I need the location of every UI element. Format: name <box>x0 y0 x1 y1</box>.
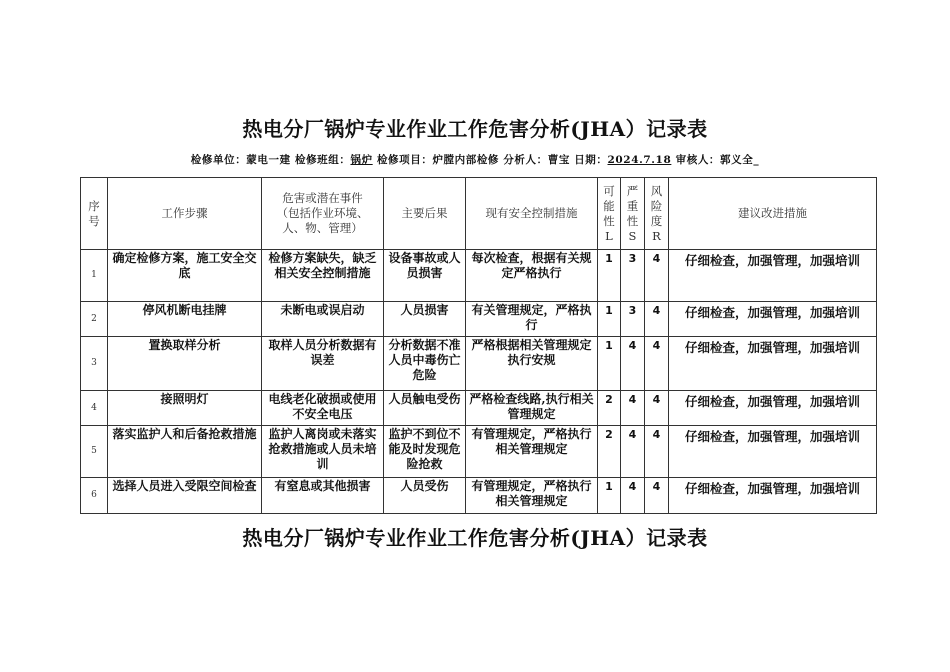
unit-value: 蒙电一建 <box>246 154 291 166</box>
row-suggestion: 仔细检查，加强管理，加强培训 <box>669 337 877 391</box>
row-hazard: 监护人离岗或未落实抢救措施或人员未培训 <box>262 426 384 478</box>
row-consequence: 分析数据不准人员中毒伤亡危险 <box>384 337 466 391</box>
row-consequence: 人员损害 <box>384 302 466 337</box>
row-step: 置换取样分析 <box>108 337 262 391</box>
row-suggestion: 仔细检查，加强管理，加强培训 <box>669 302 877 337</box>
row-likelihood: 2 <box>598 391 621 426</box>
row-measures: 有关管理规定，严格执行 <box>466 302 598 337</box>
row-measures: 严格根据相关管理规定执行安规 <box>466 337 598 391</box>
row-severity: 4 <box>621 426 645 478</box>
inspection-info-line <box>0 152 950 167</box>
row-likelihood: 1 <box>598 250 621 302</box>
table-row <box>81 391 877 426</box>
row-consequence: 监护不到位不能及时发现危险抢救 <box>384 426 466 478</box>
row-consequence: 设备事故或人员损害 <box>384 250 466 302</box>
row-no: 5 <box>81 426 108 478</box>
row-step: 接照明灯 <box>108 391 262 426</box>
row-risk: 4 <box>645 337 669 391</box>
row-hazard: 未断电或误启动 <box>262 302 384 337</box>
project-label: 检修项目： <box>376 154 433 166</box>
table-row <box>81 302 877 337</box>
row-hazard: 有窒息或其他损害 <box>262 478 384 514</box>
table-row <box>81 426 877 478</box>
project-value: 炉膛内部检修 <box>432 154 500 166</box>
row-hazard: 电线老化破损或使用不安全电压 <box>262 391 384 426</box>
table-row <box>81 250 877 302</box>
header-step: 工作步骤 <box>108 178 262 250</box>
row-hazard: 检修方案缺失，缺乏相关安全控制措施 <box>262 250 384 302</box>
row-step: 确定检修方案，施工安全交底 <box>108 250 262 302</box>
document-title-repeat: 热电分厂锅炉专业作业工作危害分析(JHA）记录表 <box>242 526 708 550</box>
row-measures: 严格检查线路,执行相关管理规定 <box>466 391 598 426</box>
row-step: 落实监护人和后备抢救措施 <box>108 426 262 478</box>
row-step: 选择人员进入受限空间检查 <box>108 478 262 514</box>
row-risk: 4 <box>645 302 669 337</box>
table-row <box>81 337 877 391</box>
team-value: 锅炉 <box>350 154 373 166</box>
row-measures: 每次检查，根据有关规定严格执行 <box>466 250 598 302</box>
header-likelihood: 可 能 性 L <box>598 178 621 250</box>
header-measures: 现有安全控制措施 <box>466 178 598 250</box>
row-no: 1 <box>81 250 108 302</box>
row-no: 4 <box>81 391 108 426</box>
header-hazard: 危害或潜在事件 （包括作业环境、 人、物、管理） <box>262 178 384 250</box>
row-no: 3 <box>81 337 108 391</box>
row-likelihood: 1 <box>598 302 621 337</box>
header-no: 序 号 <box>81 178 108 250</box>
header-risk: 风 险 度 R <box>645 178 669 250</box>
row-severity: 4 <box>621 391 645 426</box>
header-consequence: 主要后果 <box>384 178 466 250</box>
row-severity: 3 <box>621 302 645 337</box>
header-suggestion: 建议改进措施 <box>669 178 877 250</box>
row-step: 停风机断电挂牌 <box>108 302 262 337</box>
row-suggestion: 仔细检查，加强管理，加强培训 <box>669 426 877 478</box>
row-risk: 4 <box>645 250 669 302</box>
row-suggestion: 仔细检查，加强管理，加强培训 <box>669 391 877 426</box>
row-risk: 4 <box>645 426 669 478</box>
row-no: 2 <box>81 302 108 337</box>
row-likelihood: 2 <box>598 426 621 478</box>
row-suggestion: 仔细检查，加强管理，加强培训 <box>669 250 877 302</box>
row-consequence: 人员触电受伤 <box>384 391 466 426</box>
analyst-value: 曹宝 <box>547 154 570 166</box>
row-consequence: 人员受伤 <box>384 478 466 514</box>
row-measures: 有管理规定，严格执行相关管理规定 <box>466 478 598 514</box>
row-risk: 4 <box>645 478 669 514</box>
row-hazard: 取样人员分析数据有误差 <box>262 337 384 391</box>
reviewer-value: 郭义全_ <box>720 154 760 166</box>
unit-label: 检修单位： <box>190 154 247 166</box>
row-likelihood: 1 <box>598 478 621 514</box>
analyst-label: 分析人： <box>503 154 548 166</box>
team-label: 检修班组： <box>294 154 351 166</box>
document-title: 热电分厂锅炉专业作业工作危害分析(JHA）记录表 <box>242 117 708 141</box>
row-severity: 4 <box>621 478 645 514</box>
row-severity: 3 <box>621 250 645 302</box>
row-suggestion: 仔细检查，加强管理，加强培训 <box>669 478 877 514</box>
date-label: 日期： <box>574 154 608 166</box>
row-no: 6 <box>81 478 108 514</box>
row-severity: 4 <box>621 337 645 391</box>
jha-table <box>80 177 877 514</box>
table-row <box>81 478 877 514</box>
row-risk: 4 <box>645 391 669 426</box>
row-likelihood: 1 <box>598 337 621 391</box>
row-measures: 有管理规定，严格执行相关管理规定 <box>466 426 598 478</box>
date-value: 2024.7.18 <box>607 154 672 166</box>
header-severity: 严 重 性 S <box>621 178 645 250</box>
reviewer-label: 审核人： <box>675 154 721 166</box>
table-header-row <box>81 178 877 250</box>
